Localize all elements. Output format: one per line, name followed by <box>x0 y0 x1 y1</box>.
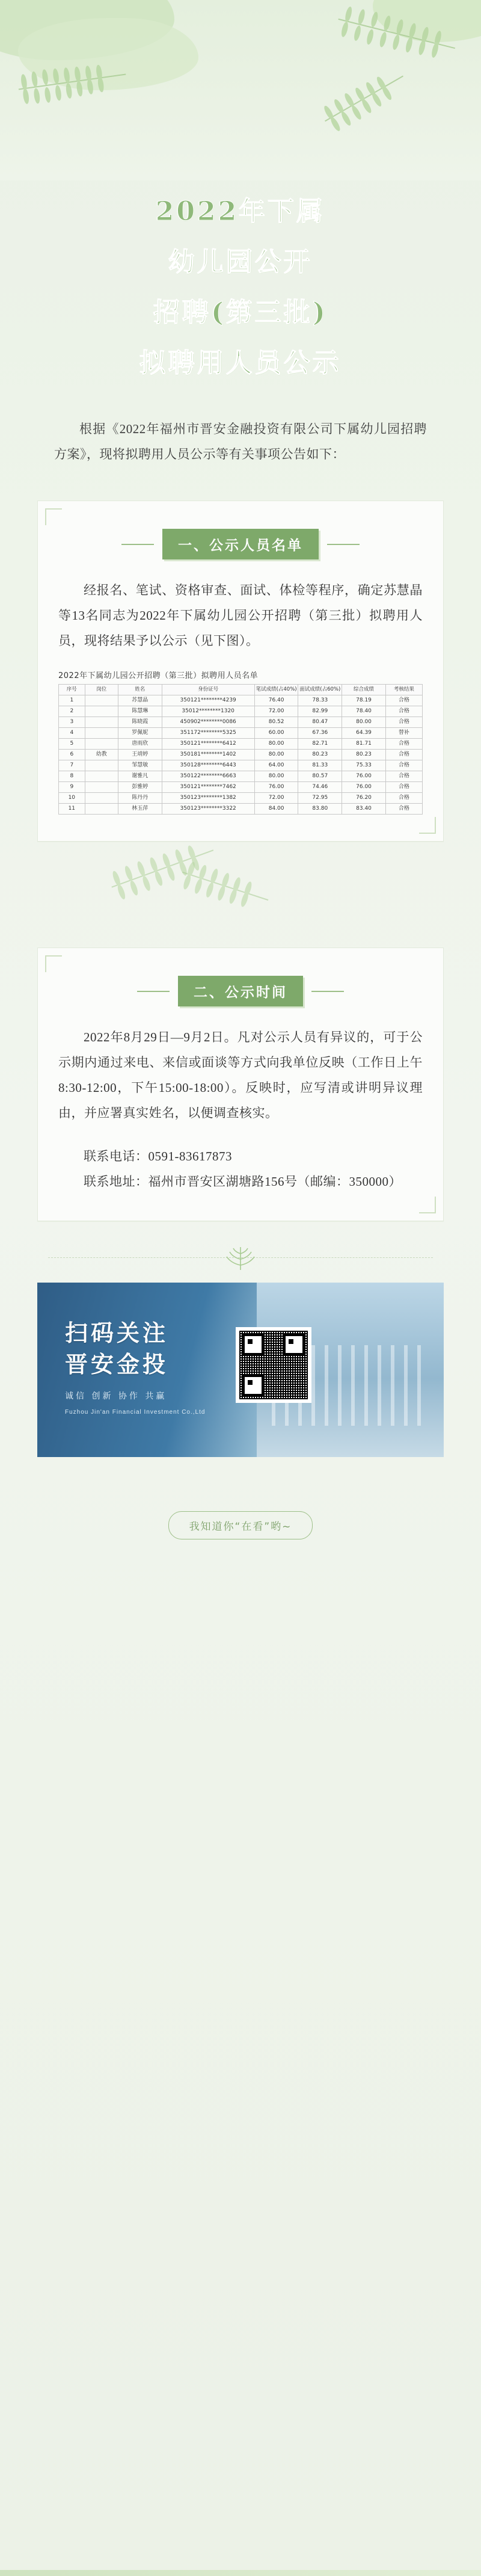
decor-bar-left <box>121 544 154 545</box>
cell-no: 5 <box>59 739 85 750</box>
cell-name: 陈晓霞 <box>118 717 162 728</box>
cell-interview-score: 83.80 <box>298 804 342 815</box>
cell-result: 合格 <box>385 706 422 717</box>
section-1-title: 一、公示人员名单 <box>162 529 319 559</box>
cell-written-score: 80.00 <box>254 739 298 750</box>
column-header-id: 身份证号 <box>162 685 254 695</box>
cell-id: 35012********1320 <box>162 706 254 717</box>
cell-name: 林玉萍 <box>118 804 162 815</box>
cell-result: 合格 <box>385 750 422 760</box>
banner-line-2: 晋安金投 <box>65 1351 169 1378</box>
cell-post <box>85 782 118 793</box>
page-title <box>60 186 421 401</box>
title-line-4: 拟聘用人员公示 <box>139 348 342 378</box>
column-header-name: 姓名 <box>118 685 162 695</box>
cell-id: 350122********6663 <box>162 771 254 782</box>
banner-line-1: 扫码关注 <box>65 1320 169 1346</box>
decor-bar-right <box>311 991 344 992</box>
qr-code-icon[interactable] <box>236 1327 311 1403</box>
cell-written-score: 64.00 <box>254 760 298 771</box>
cell-interview-score: 72.95 <box>298 793 342 804</box>
cell-post <box>85 695 118 706</box>
cell-id: 350121********7462 <box>162 782 254 793</box>
cell-written-score: 76.40 <box>254 695 298 706</box>
cell-name: 彭雅婷 <box>118 782 162 793</box>
cell-total-score: 78.40 <box>342 706 386 717</box>
header-decoration <box>0 0 481 180</box>
cell-result: 替补 <box>385 728 422 739</box>
section-2-header <box>58 976 423 1006</box>
cell-post <box>85 793 118 804</box>
cell-name: 苏慧晶 <box>118 695 162 706</box>
title-line-3: 招聘(第三批) <box>153 297 328 328</box>
intro-paragraph: 根据《2022年福州市晋安金融投资有限公司下属幼儿园招聘方案》，现将拟聘用人员公示等有关事项公告如下： <box>54 422 427 461</box>
cell-no: 3 <box>59 717 85 728</box>
table-header-row <box>59 685 423 695</box>
cell-total-score: 80.00 <box>342 717 386 728</box>
table-row <box>59 760 423 771</box>
cell-interview-score: 81.33 <box>298 760 342 771</box>
cell-no: 7 <box>59 760 85 771</box>
cell-interview-score: 74.46 <box>298 782 342 793</box>
cell-result: 合格 <box>385 717 422 728</box>
cell-interview-score: 80.47 <box>298 717 342 728</box>
cell-interview-score: 78.33 <box>298 695 342 706</box>
cell-id: 350123********1382 <box>162 793 254 804</box>
table-row <box>59 750 423 760</box>
cell-result: 合格 <box>385 695 422 706</box>
cell-no: 2 <box>59 706 85 717</box>
cell-no: 1 <box>59 695 85 706</box>
cell-id: 351172********5325 <box>162 728 254 739</box>
cell-name: 陈丹丹 <box>118 793 162 804</box>
cell-total-score: 76.00 <box>342 771 386 782</box>
wow-button[interactable]: 我知道你“在看”哟~ <box>168 1511 313 1539</box>
banner-english-name: Fuzhou Jin'an Financial Investment Co.,Ltd <box>65 1409 206 1416</box>
cell-no: 9 <box>59 782 85 793</box>
roster-table <box>58 684 423 815</box>
cell-post <box>85 706 118 717</box>
cell-result: 合格 <box>385 782 422 793</box>
cell-total-score: 78.19 <box>342 695 386 706</box>
table-row <box>59 728 423 739</box>
cell-interview-score: 80.57 <box>298 771 342 782</box>
cell-post <box>85 760 118 771</box>
section-1-header <box>58 529 423 559</box>
cell-written-score: 72.00 <box>254 793 298 804</box>
cell-result: 合格 <box>385 739 422 750</box>
cell-post <box>85 771 118 782</box>
qr-finder-icon <box>283 1333 305 1356</box>
cell-no: 6 <box>59 750 85 760</box>
cell-id: 350128********6443 <box>162 760 254 771</box>
cell-total-score: 83.40 <box>342 804 386 815</box>
leaf-frond-icon <box>321 69 407 128</box>
section-2-paragraph: 2022年8月29日—9月2日。凡对公示人员有异议的，可于公示期内通过来电、来信或面谈等方式向我单位反映（工作日上午8:30-12:00，下午15:00-18:00）。反映时，应写清或讲明异议理由，并应署真实姓名，以便调查核实。 <box>58 1030 423 1120</box>
cell-total-score: 76.20 <box>342 793 386 804</box>
qr-finder-icon <box>242 1333 265 1356</box>
cell-result: 合格 <box>385 804 422 815</box>
section-card-roster <box>37 501 444 842</box>
cell-written-score: 84.00 <box>254 804 298 815</box>
cell-result: 合格 <box>385 793 422 804</box>
cell-result: 合格 <box>385 760 422 771</box>
table-row <box>59 717 423 728</box>
cell-no: 10 <box>59 793 85 804</box>
cell-name: 邹慧敏 <box>118 760 162 771</box>
section-1-paragraph: 经报名、笔试、资格审查、面试、体检等程序，确定苏慧晶等13名同志为2022年下属幼儿园公开招聘（第三批）拟聘用人员，现将结果予以公示（见下图）。 <box>58 583 423 648</box>
cell-total-score: 81.71 <box>342 739 386 750</box>
cell-written-score: 76.00 <box>254 782 298 793</box>
cell-post: 幼教 <box>85 750 118 760</box>
title-line-1: 2022年下属 <box>155 196 326 227</box>
cell-name: 唐雨欣 <box>118 739 162 750</box>
cell-written-score: 80.00 <box>254 750 298 760</box>
cell-result: 合格 <box>385 771 422 782</box>
cell-id: 350181********1402 <box>162 750 254 760</box>
contact-phone: 联系电话：0591-83617873 <box>84 1149 232 1163</box>
cell-written-score: 80.00 <box>254 771 298 782</box>
cell-id: 450902********0086 <box>162 717 254 728</box>
column-header-post: 岗位 <box>85 685 118 695</box>
table-row <box>59 695 423 706</box>
table-row <box>59 739 423 750</box>
cell-total-score: 80.23 <box>342 750 386 760</box>
column-header-no: 序号 <box>59 685 85 695</box>
leaf-frond-icon <box>180 864 271 907</box>
table-row <box>59 771 423 782</box>
mid-decoration <box>0 842 481 914</box>
title-line-2: 幼儿园公开 <box>168 247 313 277</box>
banner-text-block <box>65 1317 205 1417</box>
table-row <box>59 804 423 815</box>
column-header-total-score: 综合成绩 <box>342 685 386 695</box>
cell-name: 陈慧琳 <box>118 706 162 717</box>
cell-interview-score: 82.99 <box>298 706 342 717</box>
cell-written-score: 60.00 <box>254 728 298 739</box>
table-row <box>59 793 423 804</box>
cell-id: 350123********3322 <box>162 804 254 815</box>
banner-subtitle: 诚信 创新 协作 共赢 <box>65 1391 167 1401</box>
table-row <box>59 706 423 717</box>
contact-address: 联系地址：福州市晋安区湖塘路156号（邮编：350000） <box>84 1174 402 1189</box>
bottom-accent-bar <box>0 2570 481 2576</box>
column-header-written-score: 笔试成绩(占40%) <box>254 685 298 695</box>
cell-written-score: 72.00 <box>254 706 298 717</box>
roster-table-caption: 2022年下属幼儿园公开招聘（第三批）拟聘用人员名单 <box>58 671 259 680</box>
qr-finder-icon <box>242 1374 265 1397</box>
roster-table-body <box>59 695 423 815</box>
column-header-result: 考核结果 <box>385 685 422 695</box>
cell-post <box>85 728 118 739</box>
cell-no: 8 <box>59 771 85 782</box>
cell-post <box>85 739 118 750</box>
cell-written-score: 80.52 <box>254 717 298 728</box>
cell-name: 谢雅凡 <box>118 771 162 782</box>
decor-bar-right <box>327 544 360 545</box>
cell-interview-score: 80.23 <box>298 750 342 760</box>
column-header-interview-score: 面试成绩(占60%) <box>298 685 342 695</box>
cell-name: 罗佩妮 <box>118 728 162 739</box>
decor-bar-left <box>137 991 170 992</box>
cell-id: 350121********6412 <box>162 739 254 750</box>
cell-total-score: 75.33 <box>342 760 386 771</box>
cell-total-score: 76.00 <box>342 782 386 793</box>
divider-leaf-icon <box>219 1245 262 1271</box>
cell-interview-score: 82.71 <box>298 739 342 750</box>
cell-no: 4 <box>59 728 85 739</box>
footer <box>0 1511 481 1576</box>
cell-name: 王靖婷 <box>118 750 162 760</box>
section-2-title: 二、公示时间 <box>178 976 303 1006</box>
cell-total-score: 64.39 <box>342 728 386 739</box>
table-row <box>59 782 423 793</box>
cell-post <box>85 717 118 728</box>
cell-interview-score: 67.36 <box>298 728 342 739</box>
cell-id: 350121********4239 <box>162 695 254 706</box>
qr-promo-banner[interactable] <box>37 1283 444 1457</box>
section-card-notice-period <box>37 948 444 1221</box>
section-divider <box>48 1257 433 1259</box>
cell-post <box>85 804 118 815</box>
cell-no: 11 <box>59 804 85 815</box>
